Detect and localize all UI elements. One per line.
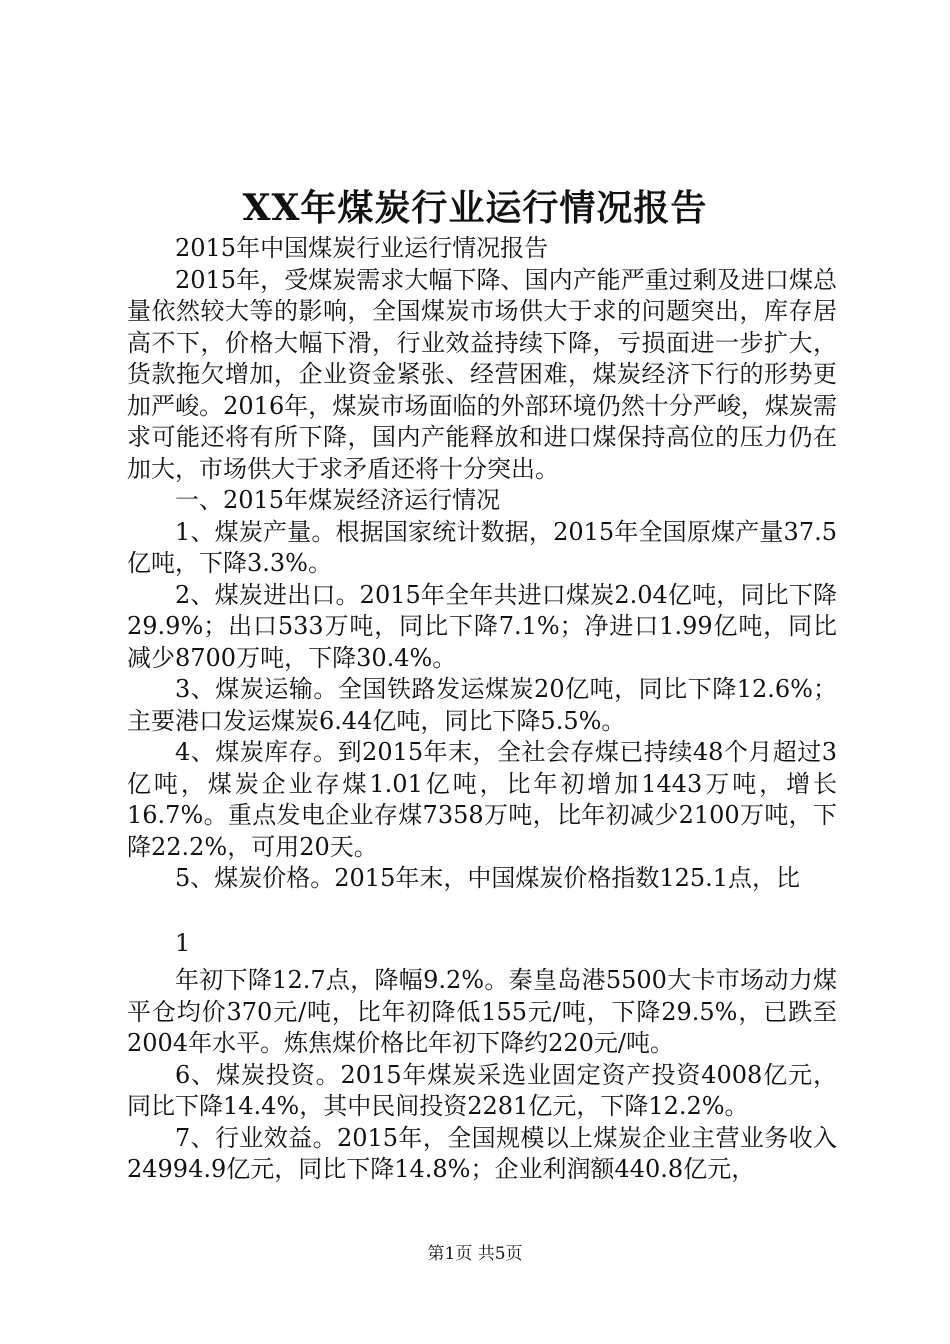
paragraph-item-inventory: 4、煤炭库存。到2015年末，全社会存煤已持续48个月超过3亿吨，煤炭企业存煤1.01亿吨，比年初增加1443万吨，增长16.7%。重点发电企业存煤7358万吨，比年初减少2100万吨，下降22.2%，可用20天。 [127, 738, 837, 861]
inline-page-number: 1 [175, 929, 191, 957]
paragraph-item-transport: 3、煤炭运输。全国铁路发运煤炭20亿吨，同比下降12.6%；主要港口发运煤炭6.44亿吨，同比下降5.5%。 [127, 675, 837, 735]
paragraph-price-continued: 年初下降12.7点，降幅9.2%。秦皇岛港5500大卡市场动力煤平仓均价370元/吨，比年初降低155元/吨，下降29.5%，已跌至2004年水平。炼焦煤价格比年初下降约220元/吨。 [127, 966, 837, 1057]
paragraph-item-price: 5、煤炭价格。2015年末，中国煤炭价格指数125.1点，比 [175, 864, 801, 892]
page-footer: 第1页 共5页 [427, 1244, 523, 1264]
document-body-top [127, 233, 837, 895]
paragraph-item-investment: 6、煤炭投资。2015年煤炭采选业固定资产投资4008亿元，同比下降14.4%，其中民间投资2281亿元，下降12.2%。 [127, 1060, 837, 1120]
paragraph-item-import-export: 2、煤炭进出口。2015年全年共进口煤炭2.04亿吨，同比下降29.9%；出口533万吨，同比下降7.1%；净进口1.99亿吨，同比减少8700万吨，下降30.4%。 [127, 580, 837, 672]
document-body-bottom [127, 965, 837, 1186]
paragraph-item-output: 1、煤炭产量。根据国家统计数据，2015年全国原煤产量37.5亿吨，下降3.3%。 [127, 517, 837, 577]
paragraph-intro: 2015年，受煤炭需求大幅下降、国内产能严重过剩及进口煤总量依然较大等的影响，全国煤炭市场供大于求的问题突出，库存居高不下，价格大幅下滑，行业效益持续下降，亏损面进一步扩大，货款拖欠增加，企业资金紧张、经营困难，煤炭经济下行的形势更加严峻。2016年，煤炭市场面临的外部环境仍然十分严峻，煤炭需求可能还将有所下降，国内产能释放和进口煤保持高位的压力仍在加大，市场供大于求矛盾还将十分突出。 [127, 265, 837, 483]
paragraph-subtitle: 2015年中国煤炭行业运行情况报告 [175, 234, 549, 262]
paragraph-item-profit: 7、行业效益。2015年，全国规模以上煤炭企业主营业务收入24994.9亿元，同比下降14.8%；企业利润额440.8亿元， [127, 1123, 837, 1183]
section-heading: 一、2015年煤炭经济运行情况 [175, 486, 501, 514]
document-title: XX年煤炭行业运行情况报告 [242, 187, 708, 229]
